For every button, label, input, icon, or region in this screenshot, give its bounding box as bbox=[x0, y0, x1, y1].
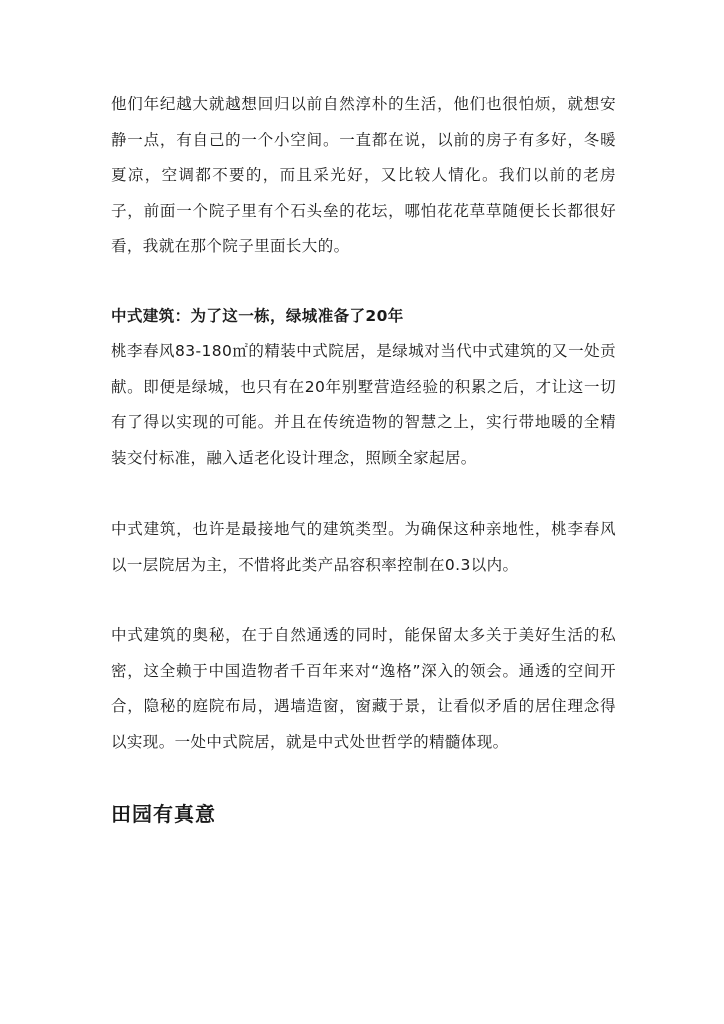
section-title: 田园有真意 bbox=[111, 802, 216, 826]
paragraph-architecture-secret: 中式建筑的奥秘，在于自然通透的同时，能保留太多关于美好生活的私密，这全赖于中国造物者千百年来对“逸格”深入的领会。通透的空间开合，隐秘的庭院布局，遇墙造窗，窗藏于景，让看似矛盾的居住理念得以实现。一处中式院居，就是中式处世哲学的精髓体现。 bbox=[111, 626, 616, 751]
subheading-chinese-architecture: 中式建筑：为了这一栋，绿城准备了20年 bbox=[111, 306, 404, 325]
paragraph-grounded-architecture: 中式建筑，也许是最接地气的建筑类型。为确保这种亲地性，桃李春风以一层院居为主，不惜将此类产品容积率控制在0.3以内。 bbox=[111, 520, 616, 574]
paragraph-intro: 他们年纪越大就越想回归以前自然淳朴的生活，他们也很怕烦，就想安静一点，有自己的一个小空间。一直都在说，以前的房子有多好，冬暖夏凉，空调都不要的，而且采光好，又比较人情化。我们以前的老房子，前面一个院子里有个石头垒的花坛，哪怕花花草草随便长长都很好看，我就在那个院子里面长大的。 bbox=[111, 95, 616, 255]
paragraph-peach-plum-spring: 桃李春风83-180㎡的精装中式院居，是绿城对当代中式建筑的又一处贡献。即便是绿城，也只有在20年别墅营造经验的积累之后，才让这一切有了得以实现的可能。并且在传统造物的智慧之上，实行带地暖的全精装交付标准，融入适老化设计理念，照顾全家起居。 bbox=[111, 342, 616, 467]
article-body bbox=[111, 87, 616, 834]
